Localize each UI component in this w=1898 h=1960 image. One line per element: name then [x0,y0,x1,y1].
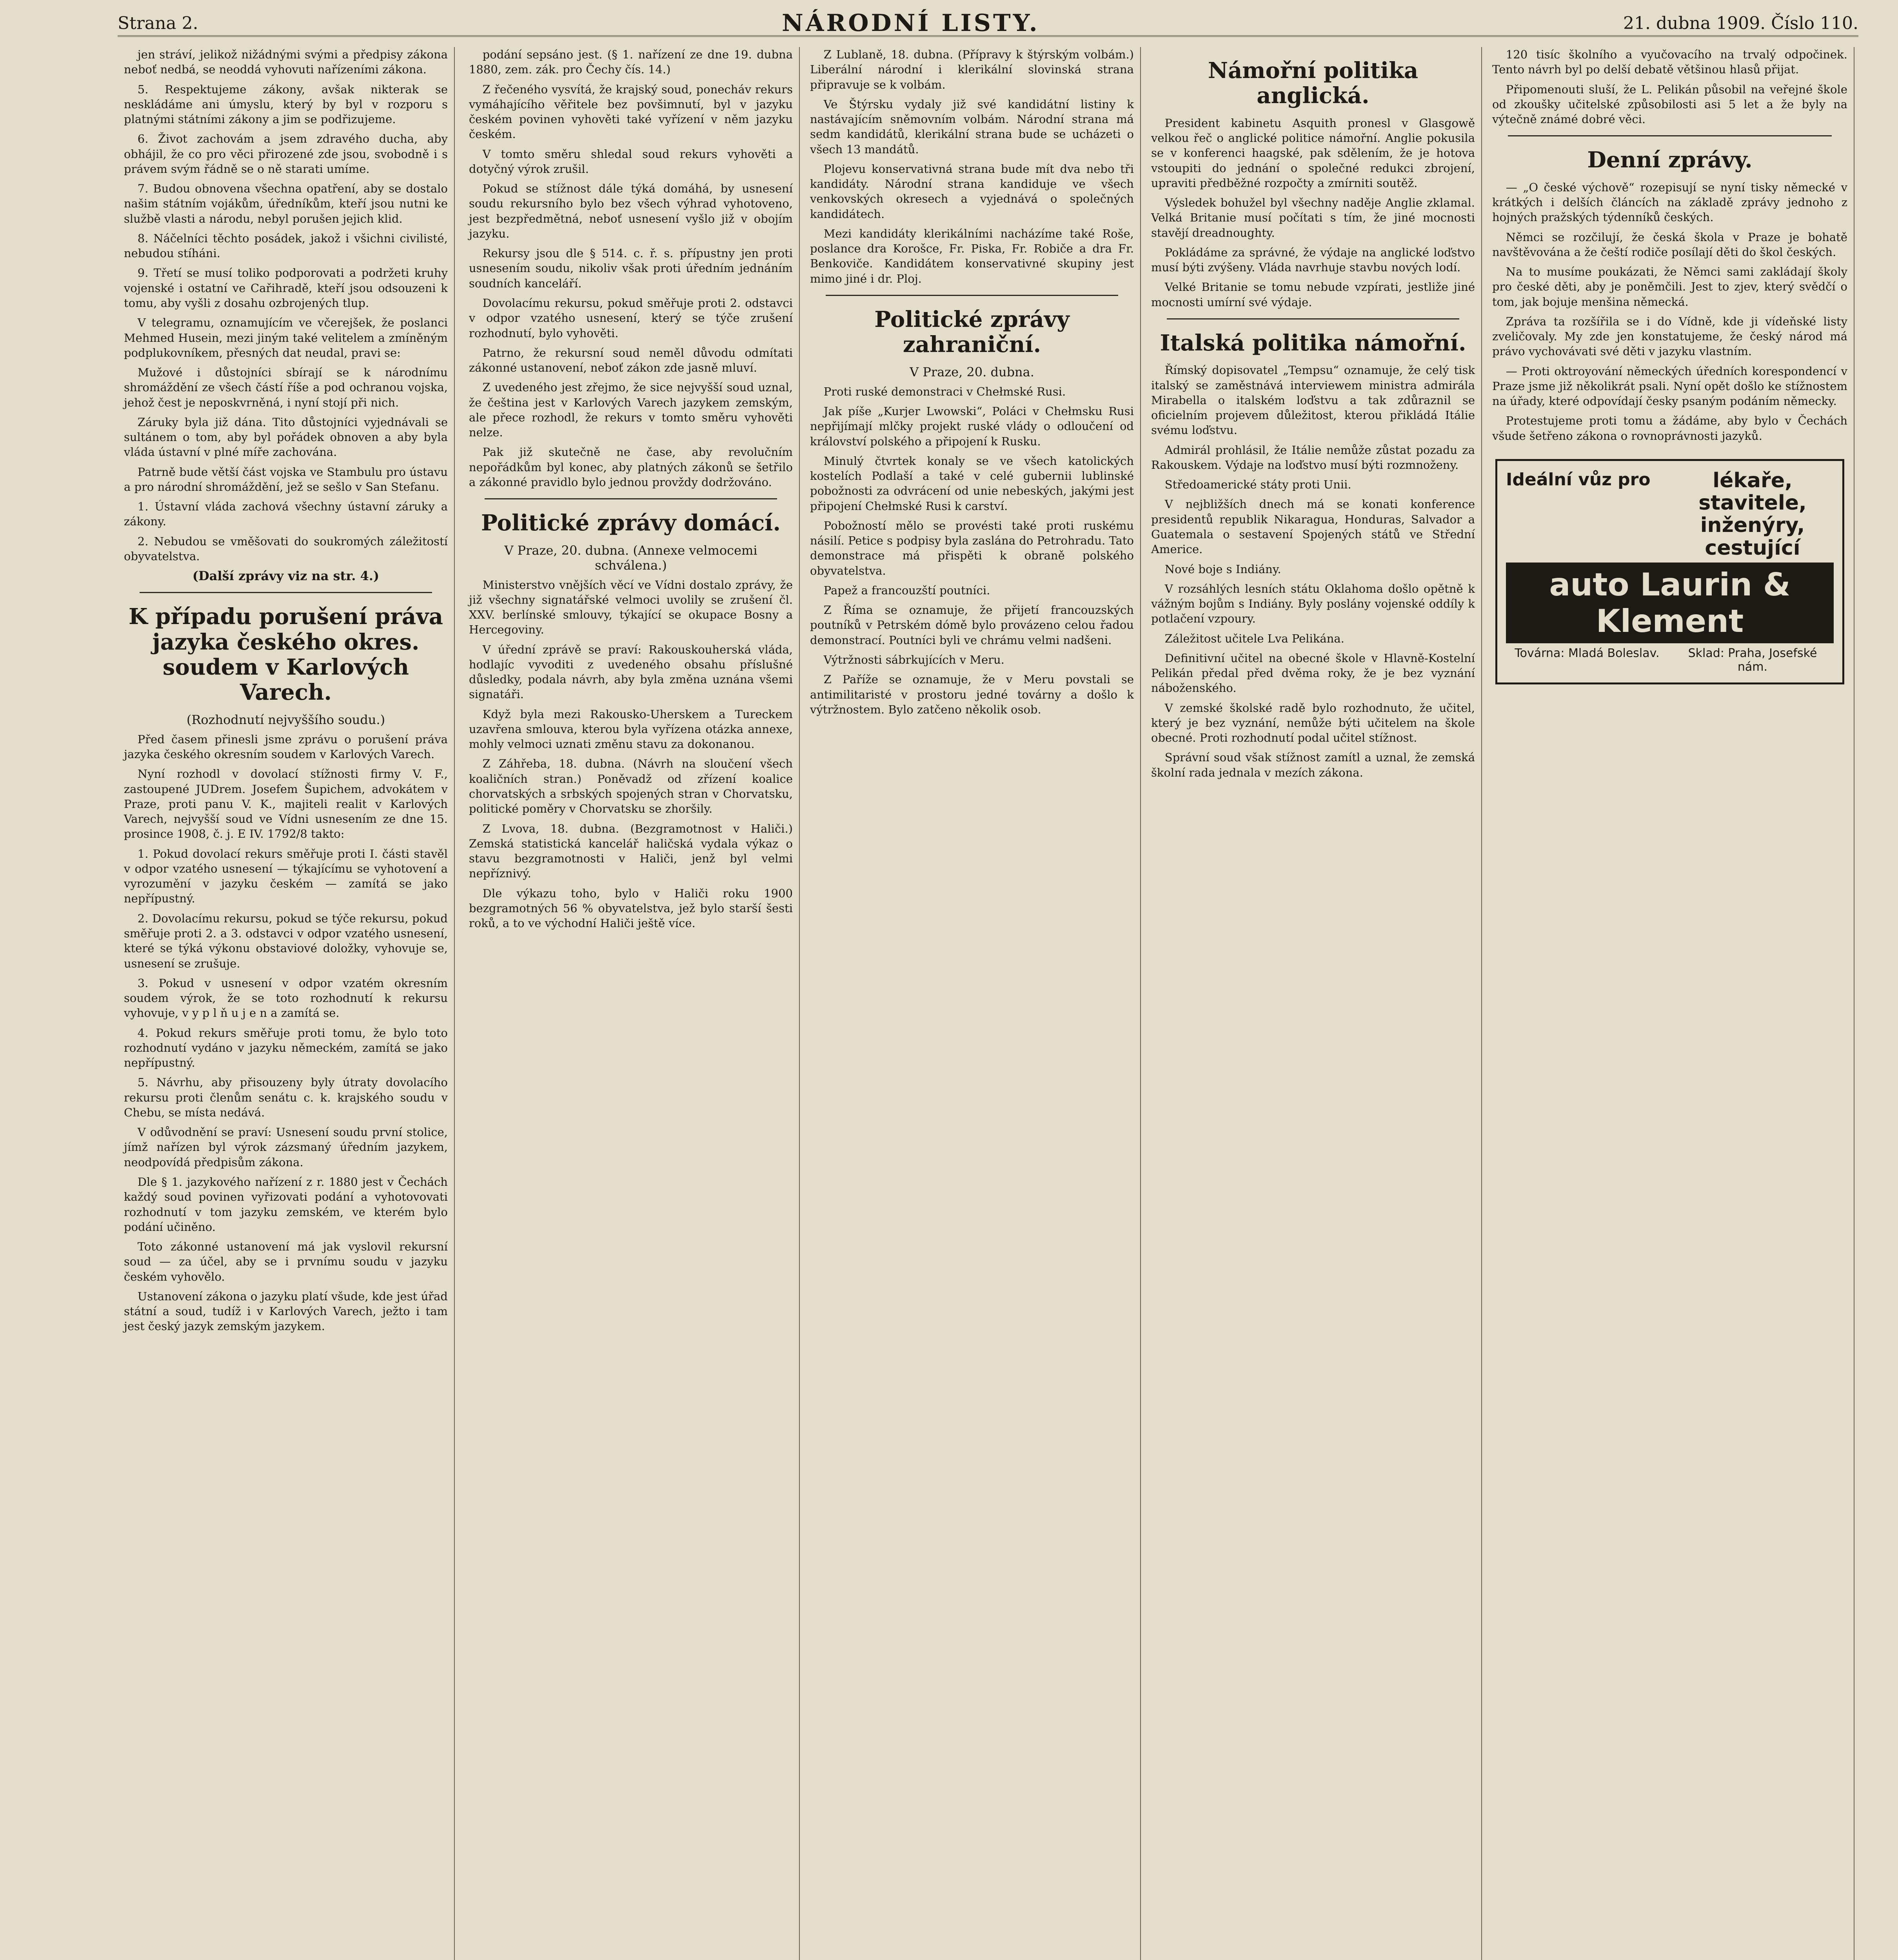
article-paragraph: Nyní rozhodl v dovolací stížnosti firmy V. F., zastoupené JUDrem. Josefem Šupichem, advokátem v Praze, proti panu V. K., majiteli realit v Karlových Varech, nejvyšší soud ve Vídni usnesením ze dne 15. prosince 1908, č. j. E IV. 1792/8 takto: [124,767,448,841]
article-paragraph: Ministerstvo vnějších věcí ve Vídni dostalo zprávy, že již všechny signatářské velmoci uvolily se zrušení čl. XXV. berlínské smlouvy, týkající se okupace Bosny a Hercegoviny. [469,578,793,637]
article-headline: Italská politika námořní. [1160,330,1466,356]
article-headline: Politické zprávy zahraniční. [874,306,1070,358]
article-paragraph: Správní soud však stížnost zamítl a uznal, že zemská školní rada jednala v mezích zákona. [1151,751,1475,779]
article-paragraph: Papež a francouzští poutníci. [823,583,990,597]
article-headline: K případu porušení práva jazyka českého okres. soudem v Karlových Varech. [128,604,443,706]
article-paragraph: 5. Návrhu, aby přisouzeny byly útraty dovolacího rekursu proti členům senátu c. k. krajského soudu v Chebu, se místa nedává. [124,1076,448,1119]
column-5 [1486,47,1854,1960]
article-paragraph: Římský dopisovatel „Tempsu“ oznamuje, že celý tisk italský se zaměstnává interviewem ministra admirála Mirabella o italském loďstvu a tak zdůraznil se oficielním projevem důležitost, kterou přikládá Itálie svému loďstvu. [1151,363,1475,437]
article-paragraph: 8. Náčelníci těchto posádek, jakož i všichni civilisté, nebudou stíháni. [124,231,448,260]
article-paragraph: Z Říma se oznamuje, že přijetí francouzských poutníků v Petrském dómě bylo provázeno celou řadou demonstrací. Poutníci byli ve chrámu velmi nadšeni. [810,603,1134,647]
article-paragraph: Němci se rozčilují, že česká škola v Praze je bohatě navštěvována a že čeští rodiče posílají děti do škol českých. [1492,230,1847,259]
column-2 [463,47,800,1960]
column-3 [804,47,1141,1960]
article-paragraph: Nové boje s Indiány. [1164,562,1281,576]
article-paragraph: Z Lvova, 18. dubna. (Bezgramotnost v Haliči.) Zemská statistická kancelář haličská vydala výkaz o stavu bezgramotnosti v Haliči, jenž byl velmi nepříznivý. [469,822,793,880]
article-paragraph: 2. Nebudou se vměšovati do soukromých záležitostí obyvatelstva. [124,534,448,563]
article-paragraph: Výsledek bohužel byl všechny naděje Anglie zklamal. Velká Britanie musí počítati s tím, že jiné mocnosti stavějí dreadnoughty. [1151,196,1475,240]
article-paragraph: 120 tisíc školního a vyučovacího na trvalý odpočinek. Tento návrh byl po delší debatě většinou hlasů přijat. [1492,48,1847,76]
ad-store-label: Sklad: [1688,646,1724,660]
section-divider [826,295,1118,296]
article-paragraph: — Proti oktroyování německých úředních korespondencí v Praze jsme již několikrát psali. Nyní opět došlo ke stížnostem na úřady, které odpovídají česky psaným podáním německy. [1492,364,1847,408]
article-paragraph: 3. Pokud v usnesení v odpor vzatém okresním soudem výrok, že se toto rozhodnutí k rekursu vyhovuje, v y p l ň u j e n a zamítá se. [124,976,448,1020]
article-paragraph: Záruky byla již dána. Tito důstojníci vyjednávali se sultánem o tom, aby byl pořádek obnoven a aby byla vláda ústavní v plné míře zachována. [124,415,448,459]
article-paragraph: Patrně bude větší část vojska ve Stambulu pro ústavu a pro národní shromáždění, jež se sešlo v San Stefanu. [124,465,448,494]
article-paragraph: podání sepsáno jest. (§ 1. nařízení ze dne 19. dubna 1880, zem. zák. pro Čechy čís. 14.) [469,48,793,76]
article-subhead: V Praze, 20. dubna. (Annexe velmocemi schválena.) [504,543,757,573]
ad-left-text: Ideální vůz pro [1506,469,1651,490]
article-paragraph: Pak již skutečně ne čase, aby revolučním nepořádkům byl konec, aby platných zákonů se šetřilo a zákonné pravidlo bylo jednou provždy dodržováno. [469,445,793,489]
article-paragraph: V zemské školské radě bylo rozhodnuto, že učitel, který je bez vyznání, nemůže býti učitelem na škole obecné. Proti rozhodnutí podal učitel stížnost. [1151,701,1475,745]
article-paragraph: 2. Dovolacímu rekursu, pokud se týče rekursu, pokud směřuje proti 2. a 3. odstavci v odpor vzatého usnesení, které se týká výkonu obstaviové doložky, vyhovuje se, usnesení se zrušuje. [124,911,448,970]
masthead [118,11,1858,37]
ad-brand: auto Laurin & Klement [1506,563,1834,643]
article-paragraph: Toto zákonné ustanovení má jak vyslovil rekursní soud — za účel, aby se i prvnímu soudu v jazyku českém vyhovělo. [124,1240,448,1283]
issue-date: 21. dubna 1909. Číslo 110. [1623,13,1858,33]
article-paragraph: Mužové i důstojníci sbírají se k národnímu shromáždění ze všech částí říše a pod ochranou vojska, jehož čest je neposkvrněná, i nyní stojí při nich. [124,366,448,409]
article-paragraph: Dle výkazu toho, bylo v Haliči roku 1900 bezgramotných 56 % obyvatelstva, jež bylo starší šesti roků, a to ve východní Haliči ještě více. [469,886,793,930]
newspaper-title: NÁRODNÍ LISTY. [782,9,1040,37]
ad-factory: Mladá Boleslav. [1568,646,1660,660]
article-subhead: V Praze, 20. dubna. [910,364,1034,379]
article-paragraph: V rozsáhlých lesních státu Oklahoma došlo opětně k vážným bojům s Indiány. Byly poslány vojenské oddíly k potlačení vzpoury. [1151,582,1475,626]
article-paragraph: Na to musíme poukázati, že Němci sami zakládají školy pro české děti, aby je poněmčili. Jest to zjev, který svědčí o tom, jak bojuje menšina německá. [1492,265,1847,309]
article-paragraph: Pokládáme za správné, že výdaje na anglické loďstvo musí býti zvýšeny. Vláda navrhuje stavbu nových lodí. [1151,245,1475,274]
article-paragraph: V úřední zprávě se praví: Rakouskouherská vláda, hodlajíc vyvoditi z uvedeného obsahu příslušné důsledky, podala návrh, aby byla změna uznána všemi signatáři. [469,642,793,701]
article-paragraph: Protestujeme proti tomu a žádáme, aby bylo v Čechách všude šetřeno zákona o rovnoprávnosti jazyků. [1492,414,1847,443]
ad-store: Praha, Josefské nám. [1728,646,1817,674]
article-paragraph: Mezi kandidáty klerikálními nacházíme také Roše, poslance dra Korošce, Fr. Piska, Fr. Robiče a dra Fr. Benkoviče. Kandidátem konservativné skupiny jest mimo jiné i dr. Ploj. [810,227,1134,285]
article-paragraph: Ve Štýrsku vydaly již své kandidátní listiny k nastávajícím sněmovním volbám. Národní strana má sedm kandidátů, klerikální strana bude se ucházeti o všech 13 mandátů. [810,97,1134,156]
article-paragraph: Z Záhřeba, 18. dubna. (Návrh na sloučení všech koaličních stran.) Poněvadž od zřízení koalice chorvatských a srbských spojených stran v Chorvatsku, politické poměry v Chorvatsku se zhoršily. [469,757,793,816]
article-paragraph: Dle § 1. jazykového nařízení z r. 1880 jest v Čechách každý soud povinen vyřizovati podání a vyhotovovati rozhodnutí v tom jazyku zemském, ve kterém bylo podání učiněno. [124,1175,448,1234]
article-paragraph: Plojevu konservativná strana bude mít dva nebo tři kandidáty. Národní strana kandiduje ve všech venkovských okresech a vyjednává o společných kandidátech. [810,162,1134,221]
laurin-klement-advertisement [1495,459,1844,684]
article-paragraph: Pobožností mělo se provésti také proti ruskému násilí. Petice s podpisy byla zaslána do Petrohradu. Tato demonstrace má přispěti k obraně polského obyvatelstva. [810,519,1134,577]
article-paragraph: Z uvedeného jest zřejmo, že sice nejvyšší soud uznal, že čeština jest v Karlových Varech jazykem zemským, ale přece rozhodl, že rekurs v tomto směru vyhověti nelze. [469,381,793,439]
column-1 [118,47,455,1960]
article-paragraph: Proti ruské demonstraci v Chełmské Rusi. [823,385,1066,398]
section-divider [1508,135,1832,136]
section-divider [1167,318,1459,319]
article-subhead: (Rozhodnutí nejvyššího soudu.) [186,712,385,727]
article-paragraph: 6. Život zachovám a jsem zdravého ducha, aby obhájil, že co pro věci přirozené zde jsou, svobodně i s právem svým řádně se o ně starati umíme. [124,132,448,176]
article-paragraph: 4. Pokud rekurs směřuje proti tomu, že bylo toto rozhodnutí vydáno v jazyku německém, zamítá se jako nepřípustný. [124,1026,448,1070]
article-paragraph: Když byla mezi Rakousko-Uherskem a Tureckem uzavřena smlouva, kterou byla vyřízena otázka annexe, mohly velmoci uznati změnu stavu za dokonanou. [469,707,793,751]
article-headline: Politické zprávy domácí. [481,510,781,536]
article-paragraph: Připomenouti sluší, že L. Pelikán působil na veřejné škole od zkoušky učitelské způsobilosti asi 5 let a že byly na výtečně známé dobré věci. [1492,82,1847,126]
article-paragraph: V odůvodnění se praví: Usnesení soudu první stolice, jímž nařízen byl výrok zázsmaný úředním jazykem, neodpovídá předpisům zákona. [124,1125,448,1169]
article-paragraph: V tomto směru shledal soud rekurs vyhověti a dotyčný výrok zrušil. [469,147,793,176]
article-paragraph: Před časem přinesli jsme zprávu o porušení práva jazyka českého okresním soudem v Karlových Varech. [124,732,448,761]
article-paragraph: 1. Pokud dovolací rekurs směřuje proti I. části stavěl v odpor vzatého usnesení — týkajícímu se vyhotovení a vyrozumění v jazyku českém — zamítá se jako nepřípustný. [124,847,448,906]
article-paragraph: — „O české výchově“ rozepisují se nyní tisky německé v krátkých i delších článcích na základě zprávy jednoho z hojných pražských týdenníků českých. [1492,180,1847,224]
article-paragraph: Z řečeného vysvítá, že krajský soud, ponecháv rekurs vymáhajícího věřitele bez povšimnutí, byl v jazyku českém povinen vyhověti také vyřízení v něm jazyku českém. [469,82,793,141]
article-paragraph: Minulý čtvrtek konaly se ve všech katolických kostelích Podlaší a také v celé gubernii lublinské pobožnosti za odvrácení od unie nebeských, jakými jest připojení Chełmské Rusi k carství. [810,454,1134,513]
article-paragraph: V nejbližších dnech má se konati konference presidentů republik Nikaragua, Honduras, Salvador a Guatemala o sestavení Spojených států ve Střední Americe. [1151,497,1475,556]
article-paragraph: Z Paříže se oznamuje, že v Meru povstali se antimilitaristé v prostoru jedné továrny a došlo k výtržnostem. Bylo zatčeno několik osob. [810,673,1134,716]
article-paragraph: Rekursy jsou dle § 514. c. ř. s. přípustny jen proti usnesením soudu, nikoliv však proti úředním jednáním soudních kanceláří. [469,247,793,290]
article-paragraph: Středoamerické státy proti Unii. [1164,478,1351,492]
article-paragraph: Definitivní učitel na obecné škole v Hlavně-Kostelní Pelikán předal před dvěma roky, že je bez vyznání náboženského. [1151,651,1475,695]
section-divider [485,498,777,499]
article-paragraph: Zpráva ta rozšířila se i do Vídně, kde ji vídeňské listy zveličovaly. My zde jen konstatujeme, že český národ má právo vychovávati své děti v jazyku vlastním. [1492,314,1847,358]
article-paragraph: 9. Třetí se musí toliko podporovati a podržeti kruhy vojenské i ostatní ve Cařihradě, kteří jsou odsouzeni k tomu, aby vyšli z dosahu ozbrojených tlup. [124,266,448,310]
ad-factory-label: Továrna: [1515,646,1565,660]
section-divider [140,592,432,593]
article-paragraph: Ustanovení zákona o jazyku platí všude, kde jest úřad státní a soud, tudíž i v Karlových Varech, ježto i tam jest český jazyk zemským jazykem. [124,1289,448,1333]
article-paragraph: Pokud se stížnost dále týká domáhá, by usnesení soudu rekursního bylo bez všech výhrad vyhotoveno, jest bezpředmětná, neboť usnesení vyšlo již v obojím jazyku. [469,182,793,240]
article-paragraph: Z Lublaně, 18. dubna. (Přípravy k štýrským volbám.) Liberální národní i klerikální slovinská strana připravuje se k volbám. [810,48,1134,91]
ad-right-text: lékaře, stavitele, inženýry, cestující [1698,468,1807,560]
article-paragraph: President kabinetu Asquith pronesl v Glasgowě velkou řeč o anglické politice námořní. Anglie pokusila se v konferenci haagské, pak sdělením, že je hotova vstoupiti do jednání o společné redukci zbrojení, upraviti předběžné rozpočty a zmírniti soutěž. [1151,116,1475,190]
article-paragraph: V telegramu, oznamujícím ve včerejšek, že poslanci Mehmed Husein, mezi jiným také velitelem a zmíněným podplukovníkem, přesných dat neudal, pravi se: [124,316,448,359]
article-headline: Denní zprávy. [1587,147,1753,173]
article-headline: Námořní politika anglická. [1208,58,1419,109]
article-paragraph: Velké Britanie se tomu nebude vzpírati, jestliže jiné mocnosti umírní své výdaje. [1151,280,1475,309]
article-paragraph: Záležitost učitele Lva Pelikána. [1164,632,1344,645]
article-paragraph: 7. Budou obnovena všechna opatření, aby se dostalo našim státním vojákům, úředníkům, kteří jsou nutni ke službě vlasti a národu, nebyl porušen jejich klid. [124,182,448,225]
page-number: Strana 2. [118,13,198,33]
article-paragraph: Patrno, že rekursní soud neměl důvodu odmítati zákonné ustanovení, neboť zákon zde jasně mluví. [469,346,793,375]
article-paragraph: 1. Ústavní vláda zachová všechny ústavní záruky a zákony. [124,500,448,528]
column-4 [1145,47,1482,1960]
article-paragraph: Jak píše „Kurjer Lwowski“, Poláci v Chełmsku Rusi nepřijímají mlčky projekt ruské vlády o odloučení od království polského a připojení k Rusku. [810,405,1134,448]
article-paragraph: Výtržnosti sábrkujících v Meru. [823,653,1004,667]
article-paragraph: Admirál prohlásil, že Itálie nemůže zůstat pozadu za Rakouskem. Výdaje na loďstvo musí býti rozmnoženy. [1151,443,1475,472]
article-paragraph: jen stráví, jelikož nižádnými svými a předpisy zákona neboť nedbá, se neoddá vyhovuti nařízeními zákona. [124,48,448,76]
continuation-note: (Další zprávy viz na str. 4.) [192,568,380,584]
article-paragraph: 5. Respektujeme zákony, avšak nikterak se neskládáme ani úmyslu, který by byl v rozporu s platnými státními zákony a jim se podřizujeme. [124,82,448,126]
article-paragraph: Dovolacímu rekursu, pokud směřuje proti 2. odstavci v odpor vzatého usnesení, který se týče zrušení rozhodnutí, bylo vyhověti. [469,296,793,340]
